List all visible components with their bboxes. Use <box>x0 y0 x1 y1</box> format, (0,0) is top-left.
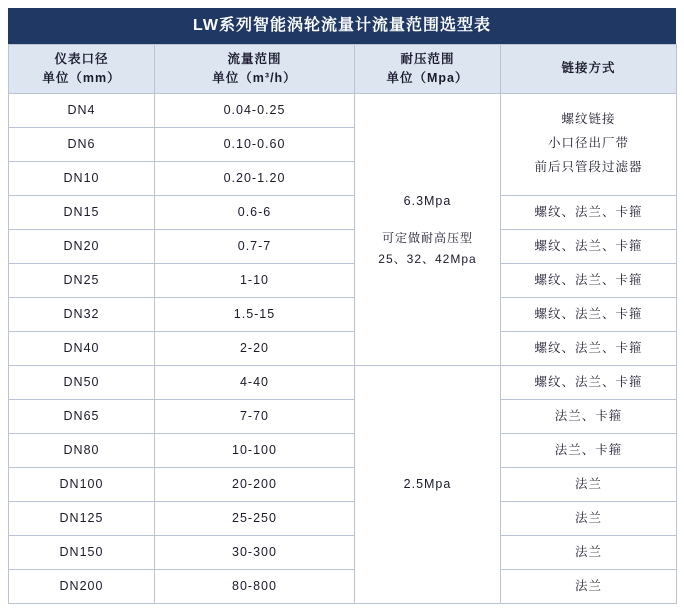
cell-bore: DN200 <box>9 569 155 603</box>
cell-bore: DN65 <box>9 399 155 433</box>
table-row <box>9 263 677 297</box>
column-header-connection <box>501 44 677 93</box>
column-header-flow-range-line1: 流量范围 <box>227 51 282 66</box>
table-row <box>9 467 677 501</box>
table-header <box>9 44 677 93</box>
table-row <box>9 297 677 331</box>
cell-connection: 法兰、卡箍 <box>501 433 677 467</box>
cell-bore: DN15 <box>9 195 155 229</box>
cell-flow-range: 1-10 <box>155 263 355 297</box>
column-header-connection-line1: 链接方式 <box>561 61 616 76</box>
column-header-flow-range <box>155 44 355 93</box>
cell-connection: 螺纹、法兰、卡箍 <box>501 365 677 399</box>
table-row <box>9 331 677 365</box>
cell-flow-range: 0.04-0.25 <box>155 93 355 127</box>
pressure-low-value: 2.5Mpa <box>403 476 452 491</box>
cell-flow-range: 0.10-0.60 <box>155 127 355 161</box>
table-row <box>9 93 677 127</box>
table-body <box>9 93 677 603</box>
table-row <box>9 433 677 467</box>
cell-bore: DN40 <box>9 331 155 365</box>
table-row <box>9 195 677 229</box>
cell-connection: 螺纹、法兰、卡箍 <box>501 229 677 263</box>
pressure-high-value: 6.3Mpa <box>403 194 452 209</box>
cell-flow-range: 80-800 <box>155 569 355 603</box>
cell-connection: 法兰 <box>501 535 677 569</box>
cell-flow-range: 1.5-15 <box>155 297 355 331</box>
table-row <box>9 365 677 399</box>
column-header-bore-line2: 单位（mm） <box>42 70 121 85</box>
cell-connection-small-bore <box>501 93 677 195</box>
cell-connection: 螺纹、法兰、卡箍 <box>501 331 677 365</box>
cell-bore: DN25 <box>9 263 155 297</box>
table-row <box>9 535 677 569</box>
cell-pressure-high <box>355 93 501 365</box>
table-row <box>9 399 677 433</box>
cell-flow-range: 2-20 <box>155 331 355 365</box>
cell-flow-range: 7-70 <box>155 399 355 433</box>
column-header-pressure-line2: 单位（Mpa） <box>386 70 469 85</box>
cell-flow-range: 25-250 <box>155 501 355 535</box>
cell-connection: 法兰 <box>501 467 677 501</box>
table-row <box>9 569 677 603</box>
cell-connection: 法兰 <box>501 569 677 603</box>
connection-small-bore-line3: 前后只管段过滤器 <box>534 159 643 174</box>
cell-flow-range: 30-300 <box>155 535 355 569</box>
table-header-row <box>9 44 677 93</box>
cell-flow-range: 20-200 <box>155 467 355 501</box>
pressure-high-note-line1: 可定做耐高压型 <box>381 231 473 246</box>
cell-bore: DN4 <box>9 93 155 127</box>
cell-bore: DN50 <box>9 365 155 399</box>
cell-bore: DN125 <box>9 501 155 535</box>
page-title: LW系列智能涡轮流量计流量范围选型表 <box>8 8 676 44</box>
connection-small-bore-line2: 小口径出厂带 <box>547 136 629 151</box>
column-header-flow-range-line2: 单位（m³/h） <box>212 70 297 85</box>
column-header-pressure-line1: 耐压范围 <box>400 51 455 66</box>
table-row <box>9 501 677 535</box>
cell-connection: 法兰 <box>501 501 677 535</box>
cell-flow-range: 0.6-6 <box>155 195 355 229</box>
cell-bore: DN20 <box>9 229 155 263</box>
cell-bore: DN100 <box>9 467 155 501</box>
cell-bore: DN6 <box>9 127 155 161</box>
connection-small-bore-line1: 螺纹链接 <box>561 112 616 127</box>
column-header-pressure <box>355 44 501 93</box>
cell-connection: 螺纹、法兰、卡箍 <box>501 263 677 297</box>
cell-connection: 法兰、卡箍 <box>501 399 677 433</box>
cell-connection: 螺纹、法兰、卡箍 <box>501 297 677 331</box>
cell-bore: DN80 <box>9 433 155 467</box>
cell-bore: DN32 <box>9 297 155 331</box>
cell-connection: 螺纹、法兰、卡箍 <box>501 195 677 229</box>
pressure-high-note-line2: 25、32、42Mpa <box>378 251 477 266</box>
cell-flow-range: 0.7-7 <box>155 229 355 263</box>
spec-table <box>8 44 677 604</box>
cell-bore: DN10 <box>9 161 155 195</box>
cell-pressure-low <box>355 365 501 603</box>
column-header-bore-line1: 仪表口径 <box>54 51 109 66</box>
cell-bore: DN150 <box>9 535 155 569</box>
cell-flow-range: 4-40 <box>155 365 355 399</box>
column-header-bore <box>9 44 155 93</box>
table-row <box>9 229 677 263</box>
cell-flow-range: 10-100 <box>155 433 355 467</box>
cell-flow-range: 0.20-1.20 <box>155 161 355 195</box>
